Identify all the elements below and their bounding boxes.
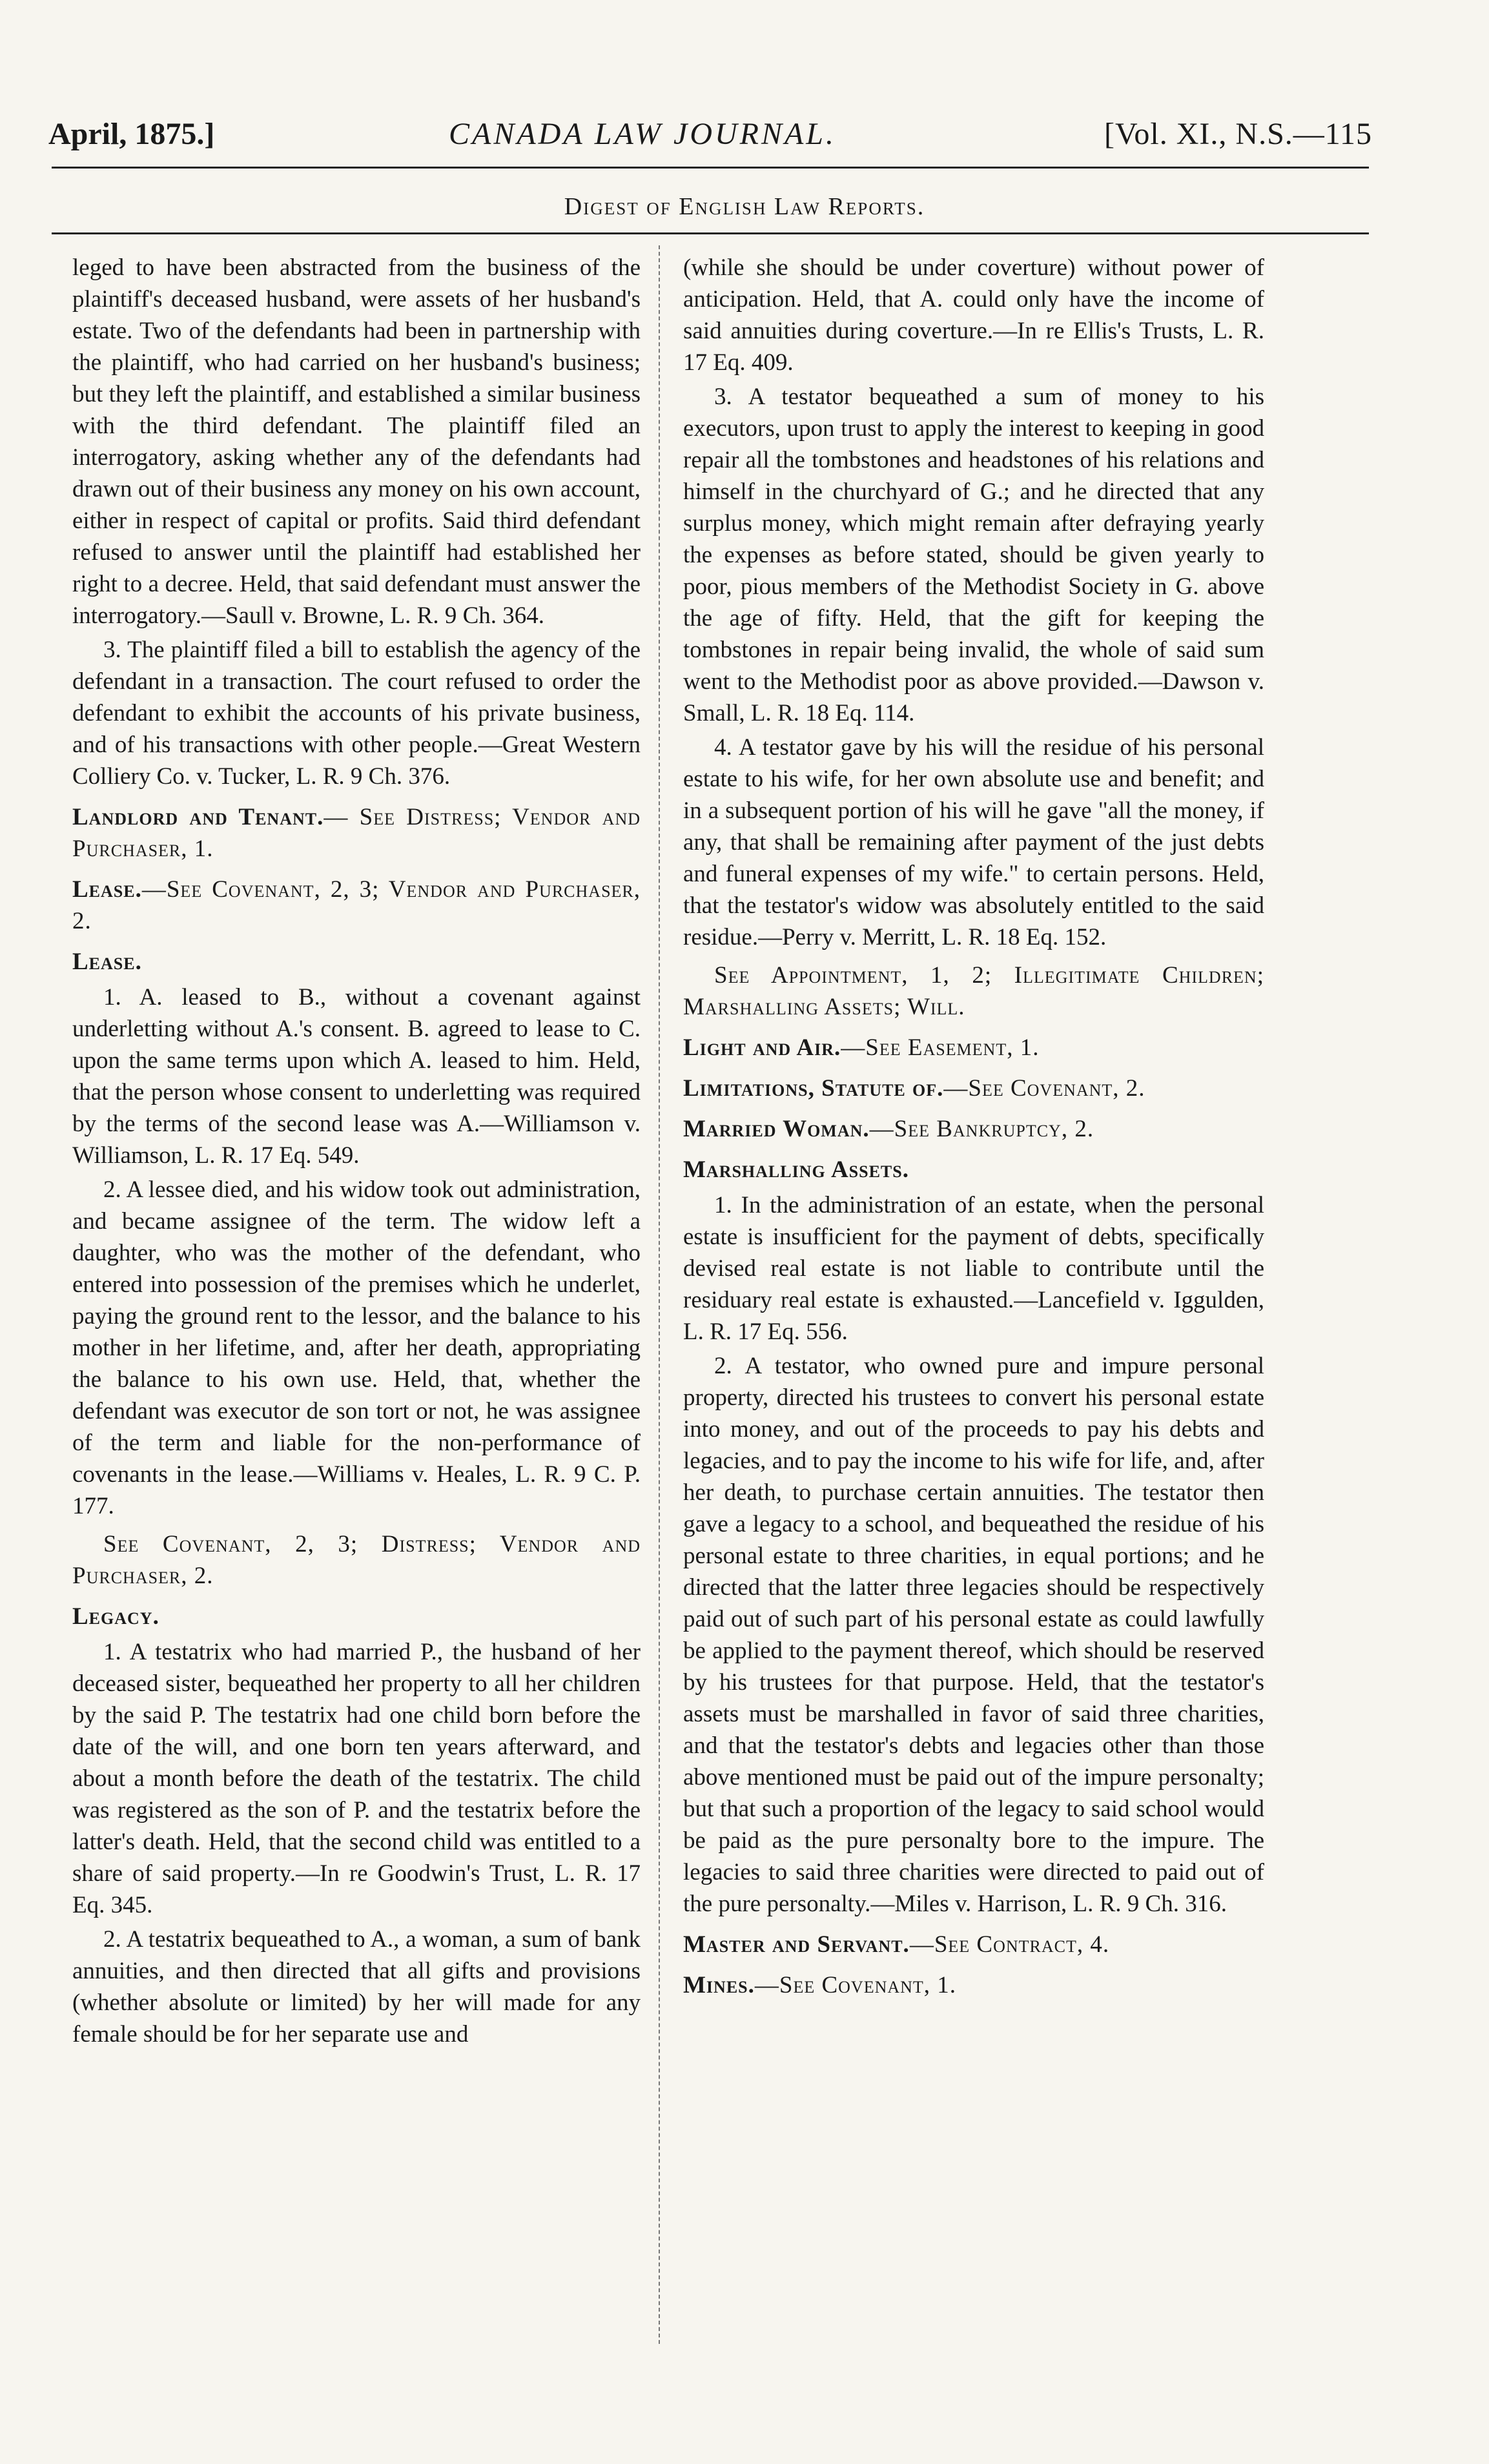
heading-term: Marshalling Assets.: [683, 1156, 909, 1183]
heading-crossref: —See Covenant, 2.: [943, 1075, 1145, 1102]
see-also: See Appointment, 1, 2; Illegitimate Children; Marshalling Assets; Will.: [683, 962, 1264, 1020]
volume-page: [Vol. XI., N.S.—115: [1104, 117, 1372, 151]
digest-heading: [72, 1601, 641, 1632]
column-divider: [659, 245, 660, 2344]
case-paragraph: 3. The plaintiff filed a bill to establish the agency of the defendant in a transaction. The court refused to order the defendant to exhibit the accounts of his private business, and of his transactions with other people.—Great Western Colliery Co. v. Tucker, L. R. 9 Ch. 376.: [72, 637, 641, 790]
section-title: Digest of English Law Reports.: [564, 193, 925, 220]
header-date: April, 1875.]: [48, 117, 215, 151]
case-paragraph: 2. A testatrix bequeathed to A., a woman, a sum of bank annuities, and then directed that all gifts and provisions (whether absolute or limited) by her will made for any female should be for her separate use and: [72, 1926, 641, 2048]
digest-heading: [683, 1032, 1264, 1063]
heading-crossref: —See Contract, 4.: [909, 1931, 1110, 1958]
heading-term: Limitations, Statute of.: [683, 1075, 944, 1102]
header-rule: [52, 167, 1369, 169]
case-paragraph: (while she should be under coverture) without power of anticipation. Held, that A. could only have the income of said annuities during coverture.—In re Ellis's Trusts, L. R. 17 Eq. 409.: [683, 254, 1264, 376]
heading-crossref: —See Easement, 1.: [841, 1034, 1040, 1061]
heading-term: Mines.: [683, 1972, 755, 1998]
digest-heading: [683, 1969, 1264, 2001]
subheader-rule: [52, 232, 1369, 234]
see-also: See Covenant, 2, 3; Distress; Vendor and Purchaser, 2.: [72, 1531, 641, 1589]
digest-heading: [683, 1154, 1264, 1186]
case-paragraph: 1. A. leased to B., without a covenant against underletting without A.'s consent. B. agreed to lease to C. upon the same terms upon which A. leased to him. Held, that the person whose consent to underletting was required by the terms of the second lease was A.—Williamson v. Williamson, L. R. 17 Eq. 549.: [72, 984, 641, 1169]
case-paragraph: leged to have been abstracted from the business of the plaintiff's deceased husband, were assets of her husband's estate. Two of the defendants had been in partnership with the plaintiff, who had carried on her husband's business; but they left the plaintiff, and established a similar business with the third defendant. The plaintiff filed an interrogatory, asking whether any of the defendants had drawn out of their business any money on his own account, either in respect of capital or profits. Said third defendant refused to answer until the plaintiff had established her right to a decree. Held, that said defendant must answer the interrogatory.—Saull v. Browne, L. R. 9 Ch. 364.: [72, 254, 641, 629]
heading-term: Married Woman.: [683, 1116, 870, 1142]
page-header: [48, 103, 1372, 161]
right-column: [683, 252, 1264, 2005]
left-column: [72, 252, 641, 2053]
case-paragraph: 2. A testator, who owned pure and impure personal property, directed his trustees to convert his personal estate into money, and out of the proceeds to pay his debts and legacies, and to pay the income to his wife for life, and, after her death, to purchase certain annuities. The testator then gave a legacy to a school, and bequeathed the residue of his personal estate to three charities, in equal portions; and he directed that the latter three legacies should be respectively paid out of such part of his personal estate as could lawfully be applied to the payment thereof, which should be reserved by his trustees for that purpose. Held, that the testator's assets must be marshalled in favor of said three charities, and that the testator's debts and legacies other than those above mentioned must be paid out of the impure personalty; but that such a proportion of the legacy to said school would be paid as the pure personalty bore to the impure. The legacies to said three charities were directed to paid out of the pure personalty.—Miles v. Harrison, L. R. 9 Ch. 316.: [683, 1353, 1264, 1917]
digest-heading: [72, 874, 641, 937]
heading-term: Legacy.: [72, 1603, 159, 1630]
journal-title: CANADA LAW JOURNAL.: [449, 117, 836, 151]
heading-crossref: — See Distress; Vendor and Purchaser, 1.: [72, 804, 641, 862]
digest-heading: [72, 801, 641, 865]
heading-crossref: —See Covenant, 2, 3; Vendor and Purchaser, 2.: [72, 876, 641, 934]
digest-heading: [72, 946, 641, 978]
heading-term: Light and Air.: [683, 1034, 841, 1061]
case-paragraph: 1. In the administration of an estate, when the personal estate is insufficient for the payment of debts, specifically devised real estate is not liable to contribute until the residuary real estate is exhausted.—Lancefield v. Iggulden, L. R. 17 Eq. 556.: [683, 1192, 1264, 1345]
case-paragraph: 4. A testator gave by his will the residue of his personal estate to his wife, for her own absolute use and benefit; and in a subsequent portion of his will he gave "all the money, if any, that shall be remaining after payment of the just debts and funeral expenses of my wife." to certain persons. Held, that the testator's widow was absolutely entitled to the said residue.—Perry v. Merritt, L. R. 18 Eq. 152.: [683, 734, 1264, 950]
heading-term: Landlord and Tenant.: [72, 804, 324, 830]
heading-crossref: —See Bankruptcy, 2.: [869, 1116, 1094, 1142]
case-paragraph: 3. A testator bequeathed a sum of money to his executors, upon trust to apply the interest to keeping in good repair all the tombstones and headstones of his relations and himself in the churchyard of G.; and he directed that any surplus money, which might remain after defraying yearly the expenses as before stated, should be given yearly to poor, pious members of the Methodist Society in G. above the age of fifty. Held, that the gift for keeping the tombstones in repair being invalid, the whole of said sum went to the Methodist poor as above provided.—Dawson v. Small, L. R. 18 Eq. 114.: [683, 384, 1264, 726]
heading-crossref: —See Covenant, 1.: [754, 1972, 957, 1998]
digest-heading: [683, 1073, 1264, 1104]
digest-heading: [683, 1113, 1264, 1145]
heading-term: Lease.: [72, 949, 142, 975]
case-paragraph: 1. A testatrix who had married P., the husband of her deceased sister, bequeathed her property to all her children by the said P. The testatrix had one child born before the date of the will, and one born ten years afterward, and about a month before the death of the testatrix. The child was registered as the son of P. and the testatrix before the latter's death. Held, that the second child was entitled to a share of said property.—In re Goodwin's Trust, L. R. 17 Eq. 345.: [72, 1639, 641, 1918]
heading-term: Lease.: [72, 876, 142, 903]
heading-term: Master and Servant.: [683, 1931, 910, 1958]
digest-heading: [683, 1929, 1264, 1960]
case-paragraph: 2. A lessee died, and his widow took out administration, and became assignee of the term. The widow left a daughter, who was the mother of the defendant, who entered into possession of the premises which he underlet, paying the ground rent to the lessor, and the balance to his mother in her lifetime, and, after her death, appropriating the balance to his own use. Held, that, whether the defendant was executor de son tort or not, he was assignee of the term and liable for the non-performance of covenants in the lease.—Williams v. Heales, L. R. 9 C. P. 177.: [72, 1176, 641, 1519]
